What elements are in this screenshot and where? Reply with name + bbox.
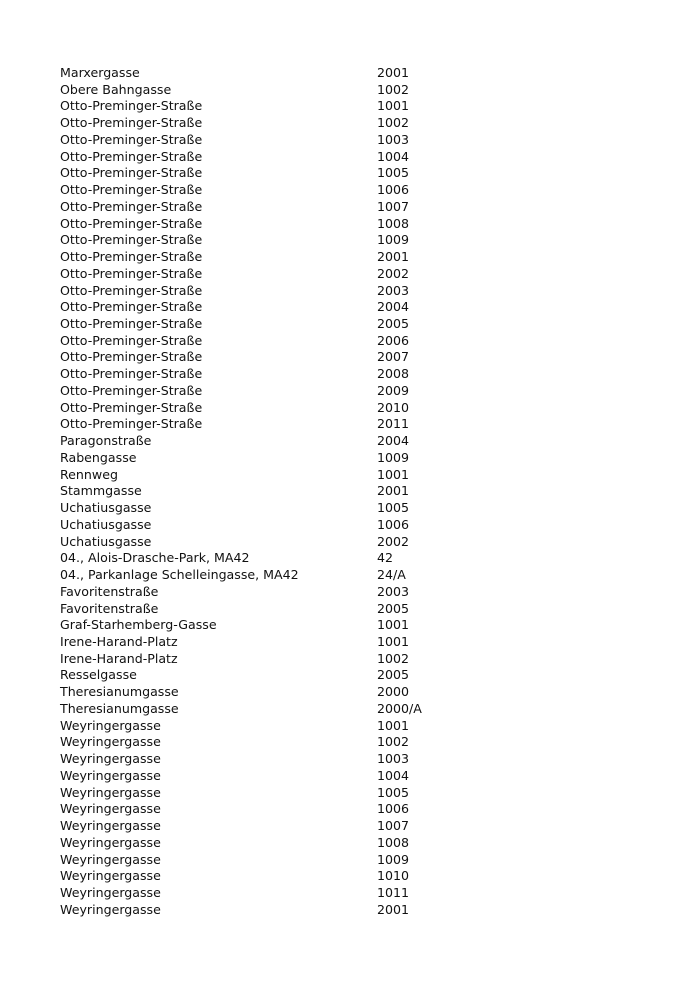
street-name: Uchatiusgasse bbox=[60, 533, 152, 549]
address-number: 1007 bbox=[377, 818, 410, 834]
address-number: 1005 bbox=[377, 165, 410, 181]
street-name: Otto-Preminger-Straße bbox=[60, 131, 203, 147]
address-number: 1011 bbox=[377, 884, 410, 900]
list-item bbox=[60, 115, 660, 132]
address-number: 1002 bbox=[377, 115, 410, 131]
street-name: Theresianumgasse bbox=[60, 700, 179, 716]
address-number: 1001 bbox=[377, 633, 410, 649]
list-item bbox=[60, 601, 660, 618]
list-item bbox=[60, 232, 660, 249]
street-name: Weyringergasse bbox=[60, 834, 161, 850]
address-number: 1001 bbox=[377, 466, 410, 482]
address-number: 1001 bbox=[377, 717, 410, 733]
address-number: 1001 bbox=[377, 98, 410, 114]
address-number: 1002 bbox=[377, 734, 410, 750]
list-item bbox=[60, 450, 660, 467]
list-item bbox=[60, 467, 660, 484]
list-item bbox=[60, 349, 660, 366]
list-item bbox=[60, 835, 660, 852]
address-number: 1003 bbox=[377, 751, 410, 767]
street-name: Uchatiusgasse bbox=[60, 500, 152, 516]
list-item bbox=[60, 634, 660, 651]
street-name: Rennweg bbox=[60, 466, 118, 482]
street-name: Otto-Preminger-Straße bbox=[60, 316, 203, 332]
street-name: Otto-Preminger-Straße bbox=[60, 148, 203, 164]
address-number: 1005 bbox=[377, 500, 410, 516]
address-number: 1001 bbox=[377, 617, 410, 633]
list-item bbox=[60, 266, 660, 283]
address-number: 1003 bbox=[377, 131, 410, 147]
street-name: Otto-Preminger-Straße bbox=[60, 399, 203, 415]
list-item bbox=[60, 182, 660, 199]
street-name: Otto-Preminger-Straße bbox=[60, 249, 203, 265]
street-name: Weyringergasse bbox=[60, 717, 161, 733]
list-item bbox=[60, 165, 660, 182]
list-item bbox=[60, 617, 660, 634]
street-name: Otto-Preminger-Straße bbox=[60, 299, 203, 315]
list-item bbox=[60, 667, 660, 684]
list-item bbox=[60, 534, 660, 551]
list-item bbox=[60, 416, 660, 433]
street-name: Weyringergasse bbox=[60, 784, 161, 800]
street-name: Favoritenstraße bbox=[60, 600, 159, 616]
street-name: 04., Alois-Drasche-Park, MA42 bbox=[60, 550, 250, 566]
street-name: Weyringergasse bbox=[60, 801, 161, 817]
list-item bbox=[60, 299, 660, 316]
address-number: 2005 bbox=[377, 667, 410, 683]
address-number: 2008 bbox=[377, 366, 410, 382]
address-number: 2004 bbox=[377, 299, 410, 315]
address-number: 1008 bbox=[377, 834, 410, 850]
address-number: 1006 bbox=[377, 801, 410, 817]
address-number: 2001 bbox=[377, 249, 410, 265]
street-name: Otto-Preminger-Straße bbox=[60, 198, 203, 214]
list-item bbox=[60, 885, 660, 902]
list-item bbox=[60, 383, 660, 400]
street-name: Otto-Preminger-Straße bbox=[60, 115, 203, 131]
street-name: Weyringergasse bbox=[60, 818, 161, 834]
list-item bbox=[60, 801, 660, 818]
list-item bbox=[60, 483, 660, 500]
list-item bbox=[60, 433, 660, 450]
street-name: Favoritenstraße bbox=[60, 583, 159, 599]
street-name: Weyringergasse bbox=[60, 751, 161, 767]
street-name: Irene-Harand-Platz bbox=[60, 650, 178, 666]
list-item bbox=[60, 567, 660, 584]
street-name: Otto-Preminger-Straße bbox=[60, 349, 203, 365]
list-item bbox=[60, 651, 660, 668]
address-number: 24/A bbox=[377, 567, 406, 583]
address-number: 2001 bbox=[377, 901, 410, 917]
street-name: Otto-Preminger-Straße bbox=[60, 215, 203, 231]
street-name: Otto-Preminger-Straße bbox=[60, 366, 203, 382]
list-item bbox=[60, 751, 660, 768]
street-name: Resselgasse bbox=[60, 667, 137, 683]
list-item bbox=[60, 216, 660, 233]
address-number: 2001 bbox=[377, 65, 410, 80]
list-item bbox=[60, 701, 660, 718]
address-number: 2011 bbox=[377, 416, 410, 432]
list-item bbox=[60, 366, 660, 383]
street-name: Otto-Preminger-Straße bbox=[60, 282, 203, 298]
address-number: 2002 bbox=[377, 265, 410, 281]
address-number: 2009 bbox=[377, 382, 410, 398]
address-number: 2000 bbox=[377, 684, 410, 700]
address-number: 1008 bbox=[377, 215, 410, 231]
address-number: 2005 bbox=[377, 316, 410, 332]
list-item bbox=[60, 149, 660, 166]
list-item bbox=[60, 333, 660, 350]
list-item bbox=[60, 65, 660, 82]
street-name: Graf-Starhemberg-Gasse bbox=[60, 617, 217, 633]
address-number: 1010 bbox=[377, 868, 410, 884]
street-name: Weyringergasse bbox=[60, 734, 161, 750]
address-number: 2000/A bbox=[377, 700, 422, 716]
address-list bbox=[60, 65, 660, 918]
address-number: 1006 bbox=[377, 182, 410, 198]
address-number: 2003 bbox=[377, 282, 410, 298]
address-number: 1007 bbox=[377, 198, 410, 214]
list-item bbox=[60, 316, 660, 333]
list-item bbox=[60, 868, 660, 885]
street-name: Otto-Preminger-Straße bbox=[60, 98, 203, 114]
street-name: Uchatiusgasse bbox=[60, 516, 152, 532]
list-item bbox=[60, 718, 660, 735]
address-number: 2005 bbox=[377, 600, 410, 616]
street-name: Otto-Preminger-Straße bbox=[60, 232, 203, 248]
street-name: Weyringergasse bbox=[60, 767, 161, 783]
street-name: Otto-Preminger-Straße bbox=[60, 165, 203, 181]
address-number: 2010 bbox=[377, 399, 410, 415]
list-item bbox=[60, 199, 660, 216]
list-item bbox=[60, 852, 660, 869]
street-name: Weyringergasse bbox=[60, 868, 161, 884]
street-name: Otto-Preminger-Straße bbox=[60, 416, 203, 432]
address-number: 1002 bbox=[377, 81, 410, 97]
address-number: 1004 bbox=[377, 767, 410, 783]
list-item bbox=[60, 98, 660, 115]
list-item bbox=[60, 283, 660, 300]
street-name: Theresianumgasse bbox=[60, 684, 179, 700]
address-number: 1006 bbox=[377, 516, 410, 532]
list-item bbox=[60, 82, 660, 99]
street-name: Obere Bahngasse bbox=[60, 81, 172, 97]
address-number: 2006 bbox=[377, 332, 410, 348]
street-name: Stammgasse bbox=[60, 483, 142, 499]
list-item bbox=[60, 785, 660, 802]
list-item bbox=[60, 517, 660, 534]
address-number: 2003 bbox=[377, 583, 410, 599]
list-item bbox=[60, 818, 660, 835]
address-number: 42 bbox=[377, 550, 394, 566]
street-name: Irene-Harand-Platz bbox=[60, 633, 178, 649]
address-number: 1009 bbox=[377, 851, 410, 867]
address-number: 2004 bbox=[377, 433, 410, 449]
street-name: 04., Parkanlage Schelleingasse, MA42 bbox=[60, 567, 299, 583]
address-number: 1002 bbox=[377, 650, 410, 666]
street-name: Weyringergasse bbox=[60, 851, 161, 867]
address-number: 1009 bbox=[377, 232, 410, 248]
street-name: Otto-Preminger-Straße bbox=[60, 382, 203, 398]
address-number: 1004 bbox=[377, 148, 410, 164]
list-item bbox=[60, 500, 660, 517]
street-name: Paragonstraße bbox=[60, 433, 152, 449]
street-name: Rabengasse bbox=[60, 449, 137, 465]
address-number: 2007 bbox=[377, 349, 410, 365]
list-item bbox=[60, 550, 660, 567]
list-item bbox=[60, 584, 660, 601]
list-item bbox=[60, 684, 660, 701]
address-number: 2002 bbox=[377, 533, 410, 549]
list-item bbox=[60, 902, 660, 919]
list-item bbox=[60, 400, 660, 417]
address-number: 1005 bbox=[377, 784, 410, 800]
street-name: Otto-Preminger-Straße bbox=[60, 182, 203, 198]
list-item bbox=[60, 768, 660, 785]
street-name: Otto-Preminger-Straße bbox=[60, 265, 203, 281]
address-number: 1009 bbox=[377, 449, 410, 465]
street-name: Marxergasse bbox=[60, 65, 140, 80]
address-number: 2001 bbox=[377, 483, 410, 499]
street-name: Otto-Preminger-Straße bbox=[60, 332, 203, 348]
street-name: Weyringergasse bbox=[60, 884, 161, 900]
street-name: Weyringergasse bbox=[60, 901, 161, 917]
list-item bbox=[60, 734, 660, 751]
list-item bbox=[60, 132, 660, 149]
list-item bbox=[60, 249, 660, 266]
